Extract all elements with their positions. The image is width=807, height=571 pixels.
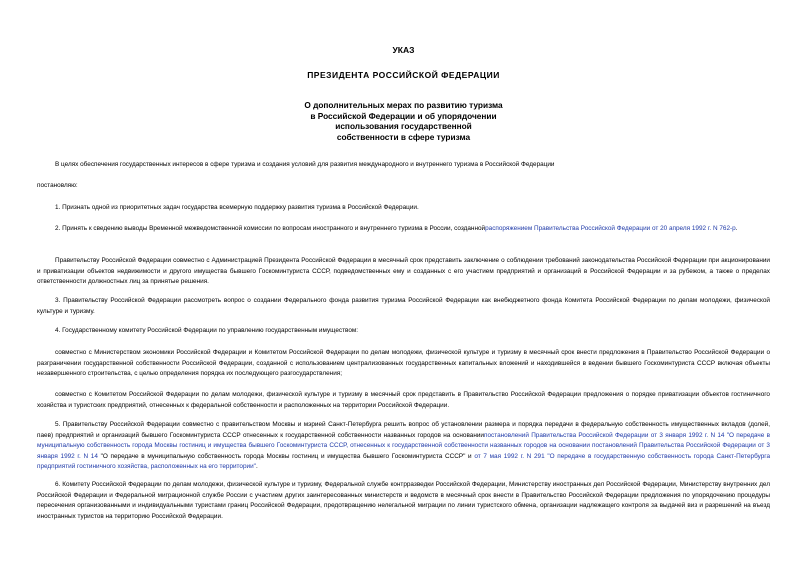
paragraph-2-government: Правительству Российской Федерации совместно с Администрацией Президента Российской Федерации в месячный срок представить заключение о соблюдении требований законодательства Российской Федерации при акционировании и приватизации объектов недвижимости и другого имущества бывшего Госкоминтуриста СССР, подведомственных ему и созданных с его участием предприятий и организаций в Российской Федерации и за рубежом, а также о пределах ответственности должностных лиц за принятые решения. xyxy=(37,257,770,286)
decree-heading-line: использования государственной xyxy=(335,121,472,131)
order-762-link[interactable]: распоряжением Правительства Российской Федерации от 20 апреля 1992 г. N 762-р xyxy=(485,225,736,232)
decree-heading-line: в Российской Федерации и об упорядочении xyxy=(310,110,497,121)
paragraph-2-text: 2. Принять к сведению выводы Временной межведомственной комиссии по вопросам иностранного и внутреннего туризма в России, созданной xyxy=(55,225,486,232)
decree-heading-line: собственности в сфере туризма xyxy=(336,131,471,142)
paragraph-2 xyxy=(37,224,770,235)
preamble-paragraph: В целях обеспечения государственных интересов в сфере туризма и создания условий для развития международного и внутреннего туризма в Российской Федерации xyxy=(55,161,555,168)
paragraph-1: 1. Признать одной из приоритетных задач государства всемерную поддержку развития туризма в Российской Федерации. xyxy=(55,204,419,211)
paragraph-5-end: . xyxy=(255,463,258,471)
paragraph-2-end: . xyxy=(735,225,738,232)
resolution-291-link[interactable]: от 7 мая 1992 г. N 291 "О передаче в государственную собственность города Санкт-Петербурга предприятий гостиничного хозяйства, расположенных на его территории" xyxy=(37,452,771,471)
paragraph-5-text: 5. Правительству Российской Федерации совместно с правительством Москвы и мэрией Санкт-Петербурга решить вопрос об установлении размера и порядка передачи в федеральную собственность имущественных вкладов (долей, паев) предприятий и организаций бывшего Госкоминтуриста СССР отнесенных к государственной собственности названных городов на основании xyxy=(37,421,770,439)
decree-heading-line: О дополнительных мерах по развитию туризма xyxy=(304,100,503,110)
paragraph-5-middle: "О передаче в муниципальную собственность города Москвы гостиниц и имущества бывшего Госкоминтуриста СССР" и xyxy=(97,452,475,460)
resolution-14-link[interactable]: постановлений Правительства Российской Федерации от 3 января 1992 г. N 14 "О передаче в муниципальную собственность города Москвы гостиниц и имущества бывшего Госкоминтуриста СССР, отнесенных к государственной собственности названных городов на основании постановлений Правительства Российской Федерации от 3 января 1992 г. N 14 xyxy=(37,431,770,460)
paragraph-4: 4. Государственному комитету Российской Федерации по управлению государственным имуществом: xyxy=(55,327,359,334)
decree-heading xyxy=(0,100,807,142)
paragraph-4-item-1: совместно с Министерством экономики Российской Федерации и Комитетом Российской Федерации по делам молодежи, физической культуре и туризму в месячный срок внести предложения в Правительство Российской Федерации о разграничении государственной собственности Российской Федерации, созданной с использованием централизованных государственных капитальных вложений и находившейся в ведении бывшего Госкоминтуриста СССР включая объекты незавершенного строительства, с целью определения порядка их последующего разгосударствления; xyxy=(37,349,770,378)
document-title: УКАЗ xyxy=(392,45,415,55)
paragraph-5 xyxy=(37,420,770,473)
paragraph-6: 6. Комитету Российской Федерации по делам молодежи, физической культуре и туризму, Федеральной службе контрразведки Российской Федерации, Министерству иностранных дел Российской Федерации, Министерству внутренних дел Российской Федерации и Федеральной миграционной службе России с участием других заинтересованных министерств и ведомств в месячный срок внести в Правительство Российской Федерации предложения по упорядочению процедуры пересечения организованными и индивидуальными туристами границ Российской Федерации, предотвращению нелегальной миграции по линии туристского обмена, организации надлежащего контроля за выдачей виз и разрешений на въезд иностранных туристов на территорию Российской Федерации. xyxy=(37,481,770,520)
resolution-word: постановляю: xyxy=(37,182,78,189)
paragraph-4-item-2: совместно с Комитетом Российской Федерации по делам молодежи, физической культуре и туризму в месячный срок представить в Правительство Российской Федерации предложения о порядке приватизации объектов гостиничного хозяйства и туристских предприятий, отнесенных к федеральной собственности и расположенных на территории Российской Федерации. xyxy=(37,391,770,409)
document-subtitle: ПРЕЗИДЕНТА РОССИЙСКОЙ ФЕДЕРАЦИИ xyxy=(307,70,500,80)
paragraph-3: 3. Правительству Российской Федерации рассмотреть вопрос о создании Федерального фонда развития туризма Российской Федерации как внебюджетного фонда Комитета Российской Федерации по делам молодежи, физической культуре и туризму. xyxy=(37,297,770,315)
